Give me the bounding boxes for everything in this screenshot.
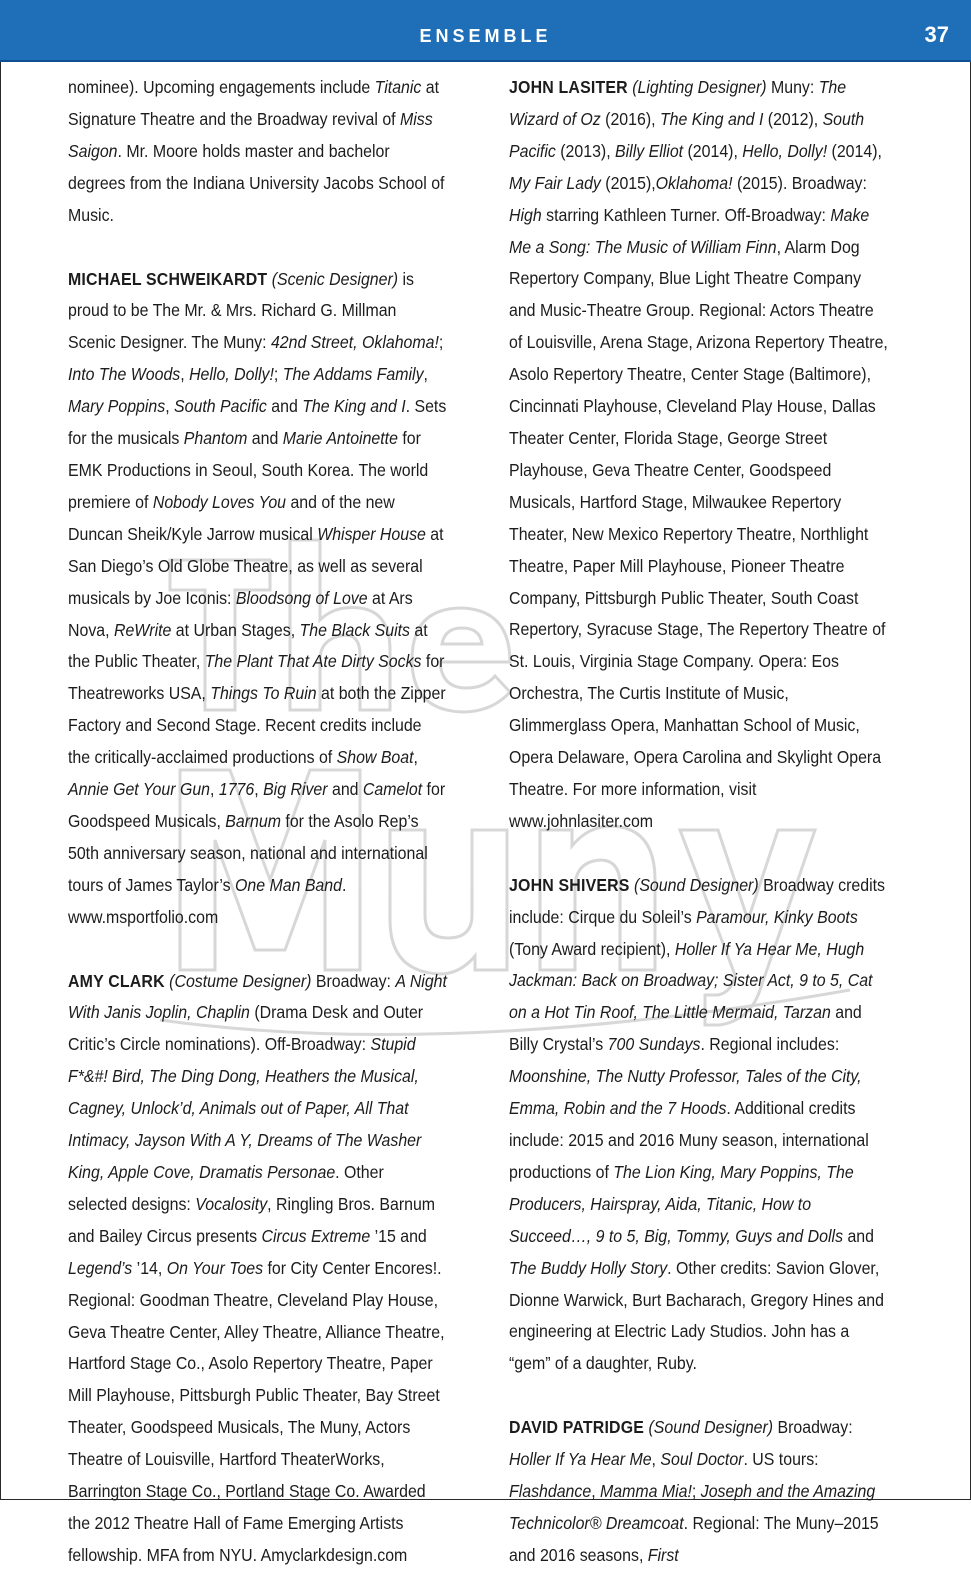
bio-text: , bbox=[254, 779, 264, 800]
bio-italic-text: Into The Woods bbox=[68, 364, 181, 385]
bio-italic-text: Oklahoma! bbox=[655, 172, 733, 193]
bio-text: and bbox=[247, 428, 283, 449]
bio-text: ; bbox=[438, 332, 444, 353]
bio-italic-text: (Costume Designer) bbox=[169, 970, 312, 991]
bio-name: JOHN LASITER bbox=[509, 77, 628, 97]
left-column bbox=[68, 72, 447, 1572]
bio-text: for City Center Encores!. Regional: Goodman Theatre, Cleveland Play House, Geva Theatre Center, Alley Theatre, Alliance Theatre, Hartford Stage Co., Asolo Repertory Theatre, Paper Mill Playhouse, Pittsburgh Public Theater, Bay Street Theater, Goodspeed Musicals, The Muny, Actors Theatre of Louisville, Hartford TheaterWorks, Barrington Stage Co., Portland Stage Co. Awarded the 2012 Theatre Hall of Fame Emerging Artists fellowship. MFA from NYU. Amyclarkdesign.com bbox=[68, 1257, 445, 1565]
bio-text: (Drama Desk and Outer Critic’s Circle nominations). Off-Broadway: bbox=[68, 1002, 424, 1055]
bio-italic-text: High bbox=[509, 204, 542, 225]
bio-text: at Urban Stages, bbox=[171, 619, 300, 640]
bio-text: , Ringling Bros. Barnum and Bailey Circus presents bbox=[68, 1193, 436, 1246]
bio-text: and bbox=[843, 1225, 874, 1246]
bio-italic-text: Marie Antoinette bbox=[282, 428, 398, 449]
section-header-bar bbox=[0, 0, 971, 62]
bio-text: nominee). Upcoming engagements include bbox=[68, 77, 375, 97]
bio-italic-text: Legend’s bbox=[68, 1257, 133, 1278]
bio-italic-text: Hello, Dolly! bbox=[189, 364, 274, 385]
bio-italic-text: Holler If Ya Hear Me bbox=[509, 1449, 652, 1470]
bio-italic-text: South Pacific bbox=[509, 108, 865, 161]
bio-name: JOHN SHIVERS bbox=[509, 874, 630, 895]
bio-italic-text: Titanic bbox=[374, 77, 422, 97]
bio-text: for Goodspeed Musicals, bbox=[68, 779, 446, 831]
bio-italic-text: Things To Ruin bbox=[210, 683, 317, 704]
bio-italic-text: Show Boat bbox=[336, 747, 414, 768]
bio-text: (2014), bbox=[683, 140, 743, 161]
bio-text: Broadway: bbox=[773, 1417, 853, 1438]
bio-text: ’15 and bbox=[370, 1225, 427, 1246]
bio-text: , bbox=[413, 747, 418, 768]
bio-italic-text: Miss Saigon bbox=[68, 108, 433, 161]
page-number: 37 bbox=[924, 22, 949, 47]
bio-italic-text: (Sound Designer) bbox=[648, 1417, 774, 1438]
bio-text: (Tony Award recipient), bbox=[509, 938, 675, 959]
bio-text: . Other credits: Savion Glover, Dionne Warwick, Burt Bacharach, Gregory Hines and engineering at Electric Lady Studios. John has a “gem” of a daughter, Ruby. bbox=[509, 1257, 884, 1374]
bio-italic-text: Big River bbox=[263, 779, 328, 800]
bio-italic-text: Barnum bbox=[225, 810, 281, 831]
bio-text: . Regional includes: bbox=[700, 1034, 840, 1055]
bio-text: and bbox=[266, 396, 303, 417]
bio-text: , Alarm Dog Repertory Company, Blue Light Theatre Company and Music-Theatre Group. Regional: Actors Theatre of Louisville, Arena Stage, Arizona Repertory Theatre, Asolo Repertory Theatre, Center Stage (Baltimore), Cincinnati Playhouse, Cleveland Play House, Dallas Theater Center, Florida Stage, George Street Playhouse, Geva Theatre Center, Goodspeed Musicals, Hartford Stage, Milwaukee Repertory Theater, New Mexico Repertory Theatre, Northlight Theatre, Paper Mill Playhouse, Pioneer Theatre Company, Pittsburgh Public Theater, South Coast Repertory, Syracuse Stage, The Repertory Theatre of St. Louis, Virginia Stage Company. Opera: Eos Orchestra, The Curtis Institute of Music, Glimmerglass Opera, Manhattan School of Music, Opera Delaware, Opera Carolina and Skylight Opera Theatre. For more information, visit www.johnlasiter.com bbox=[509, 236, 888, 831]
bio-text: . Sets for the musicals bbox=[68, 396, 447, 449]
bio-italic-text: The Black Suits bbox=[299, 619, 410, 640]
bio-italic-text: (Lighting Designer) bbox=[632, 77, 767, 97]
bio-italic-text: One Man Band bbox=[235, 874, 342, 895]
bio-italic-text: Phantom bbox=[183, 428, 248, 449]
bio-italic-text: (Sound Designer) bbox=[634, 874, 759, 895]
bio-name: MICHAEL SCHWEIKARDT bbox=[68, 268, 268, 289]
bio-italic-text: Nobody Loves You bbox=[152, 491, 287, 512]
bio-italic-text: Soul Doctor bbox=[660, 1449, 744, 1470]
bio-text: at San Diego’s Old Globe Theatre, as well as several musicals by Joe Iconis: bbox=[68, 523, 444, 608]
bio-italic-text: Holler If Ya Hear Me, Hugh Jackman: Back on Broadway; Sister Act, 9 to 5, Cat on a Hot Tin Roof, The Little Mermaid, Tarzan bbox=[509, 938, 873, 1023]
bio-text: (2012), bbox=[763, 108, 823, 129]
bio-moore-cont bbox=[68, 72, 447, 232]
bio-clark bbox=[68, 966, 447, 1572]
bio-name: DAVID PATRIDGE bbox=[509, 1417, 645, 1438]
bio-italic-text: Make Me a Song: The Music of William Finn bbox=[509, 204, 870, 257]
bio-schweikardt bbox=[68, 264, 447, 934]
bio-text: ; bbox=[273, 364, 283, 385]
bio-italic-text: The Addams Family bbox=[282, 364, 424, 385]
bio-text: at Ars Nova, bbox=[68, 587, 413, 640]
bio-text: . Mr. Moore holds master and bachelor degrees from the Indiana University Jacobs School of Music. bbox=[68, 140, 445, 225]
bio-italic-text: Billy Elliot bbox=[615, 140, 684, 161]
bio-italic-text: The King and I bbox=[302, 396, 406, 417]
bio-text: . US tours: bbox=[743, 1449, 819, 1470]
bio-text: at Signature Theatre and the Broadway revival of bbox=[68, 77, 440, 129]
bio-italic-text: Whisper House bbox=[317, 523, 426, 544]
bio-text: for the Asolo Rep’s 50th anniversary season, national and international tours of James Taylor’s bbox=[68, 810, 428, 895]
bio-text: , bbox=[651, 1449, 661, 1470]
bio-italic-text: Joseph and the Amazing Technicolor® Dreamcoat bbox=[509, 1481, 876, 1533]
bio-italic-text: Mary Poppins bbox=[68, 396, 166, 417]
bio-italic-text: Flashdance bbox=[509, 1481, 592, 1502]
bio-text: , bbox=[180, 364, 190, 385]
bio-italic-text: (Scenic Designer) bbox=[271, 268, 399, 289]
bio-text: (2016), bbox=[600, 108, 660, 129]
bio-text: Broadway credits include: Cirque du Soleil’s bbox=[509, 874, 886, 927]
bio-italic-text: South Pacific bbox=[174, 396, 267, 417]
bio-italic-text: The Wizard of Oz bbox=[509, 77, 847, 129]
bio-italic-text: Bloodsong of Love bbox=[235, 587, 368, 608]
bio-italic-text: 1776 bbox=[218, 779, 255, 800]
bio-text: . Other selected designs: bbox=[68, 1162, 384, 1214]
bio-italic-text: On Your Toes bbox=[166, 1257, 264, 1278]
bio-italic-text: The Plant That Ate Dirty Socks bbox=[204, 651, 422, 672]
bio-italic-text: My Fair Lady bbox=[509, 172, 601, 193]
bio-patridge bbox=[509, 1412, 888, 1572]
bio-italic-text: Vocalosity bbox=[195, 1193, 268, 1214]
section-title: ENSEMBLE bbox=[419, 26, 552, 46]
bio-italic-text: Circus Extreme bbox=[261, 1225, 371, 1246]
bio-shivers bbox=[509, 870, 888, 1381]
bio-italic-text: The Lion King, Mary Poppins, The Producers, Hairspray, Aida, Titanic, How to Succeed…, 9 to 5, Big, Tommy, Guys and Dolls bbox=[509, 1161, 854, 1246]
bio-italic-text: 42nd Street, Oklahoma! bbox=[270, 332, 439, 353]
bio-italic-text: Moonshine, The Nutty Professor, Tales of the City, Emma, Robin and the 7 Hoods bbox=[509, 1066, 862, 1119]
bio-italic-text: 700 Sundays bbox=[607, 1034, 701, 1055]
right-column bbox=[509, 72, 888, 1572]
bio-text: , bbox=[165, 396, 175, 417]
bio-italic-text: Hello, Dolly! bbox=[742, 140, 828, 161]
bio-text: (2015), bbox=[600, 172, 656, 193]
bio-text: (2015). Broadway: bbox=[732, 172, 867, 193]
bio-text: starring Kathleen Turner. Off-Broadway: bbox=[541, 204, 831, 225]
bio-lasiter bbox=[509, 72, 888, 838]
bio-text: Broadway: bbox=[311, 970, 396, 991]
bio-text: . Additional credits include: 2015 and 2016 Muny season, international productions of bbox=[509, 1098, 869, 1182]
bio-italic-text: A Night With Janis Joplin, Chaplin bbox=[68, 970, 447, 1023]
bio-text: and bbox=[327, 779, 363, 800]
bio-text: ’14, bbox=[132, 1257, 167, 1278]
bio-italic-text: Paramour, Kinky Boots bbox=[696, 906, 858, 927]
bio-italic-text: Mamma Mia! bbox=[600, 1481, 692, 1502]
bio-text: for EMK Productions in Seoul, South Korea. The world premiere of bbox=[68, 428, 429, 512]
bio-text: , bbox=[591, 1481, 601, 1502]
bio-text: , bbox=[423, 364, 428, 385]
bio-italic-text: Camelot bbox=[362, 779, 423, 800]
bio-text: at the Public Theater, bbox=[68, 619, 428, 672]
bio-italic-text: The Buddy Holly Story bbox=[509, 1257, 668, 1278]
bio-name: AMY CLARK bbox=[68, 970, 165, 991]
bio-italic-text: Annie Get Your Gun bbox=[68, 779, 211, 800]
bio-text: and of the new Duncan Sheik/Kyle Jarrow musical bbox=[68, 491, 395, 544]
bio-italic-text: Stupid F*&#! Bird, The Ding Dong, Heathers the Musical, Cagney, Unlock’d, Animals out of Paper, All That Intimacy, Jayson With A Y, Dreams of The Washer King, Apple Cove, Dramatis Personae bbox=[68, 1034, 422, 1182]
bio-text: ; bbox=[691, 1481, 701, 1502]
bio-text: . Regional: The Muny–2015 and 2016 seasons, bbox=[509, 1512, 879, 1565]
bio-italic-text: The King and I bbox=[659, 108, 764, 129]
bio-text: . www.msportfolio.com bbox=[68, 874, 347, 927]
bio-text: is proud to be The Mr. & Mrs. Richard G. Millman Scenic Designer. The Muny: bbox=[68, 268, 414, 353]
bio-text: Muny: bbox=[766, 77, 819, 97]
bio-text: (2013), bbox=[555, 140, 616, 161]
bio-text: , bbox=[210, 779, 219, 800]
bio-text: and Billy Crystal’s bbox=[509, 1002, 862, 1055]
bio-text: at both the Zipper Factory and Second Stage. Recent credits include the critically-acclaimed productions of bbox=[68, 683, 446, 768]
bio-italic-text: ReWrite bbox=[113, 619, 172, 640]
bio-text: for Theatreworks USA, bbox=[68, 651, 445, 704]
bio-italic-text: First bbox=[647, 1544, 679, 1565]
bio-text: (2014), bbox=[827, 140, 882, 161]
